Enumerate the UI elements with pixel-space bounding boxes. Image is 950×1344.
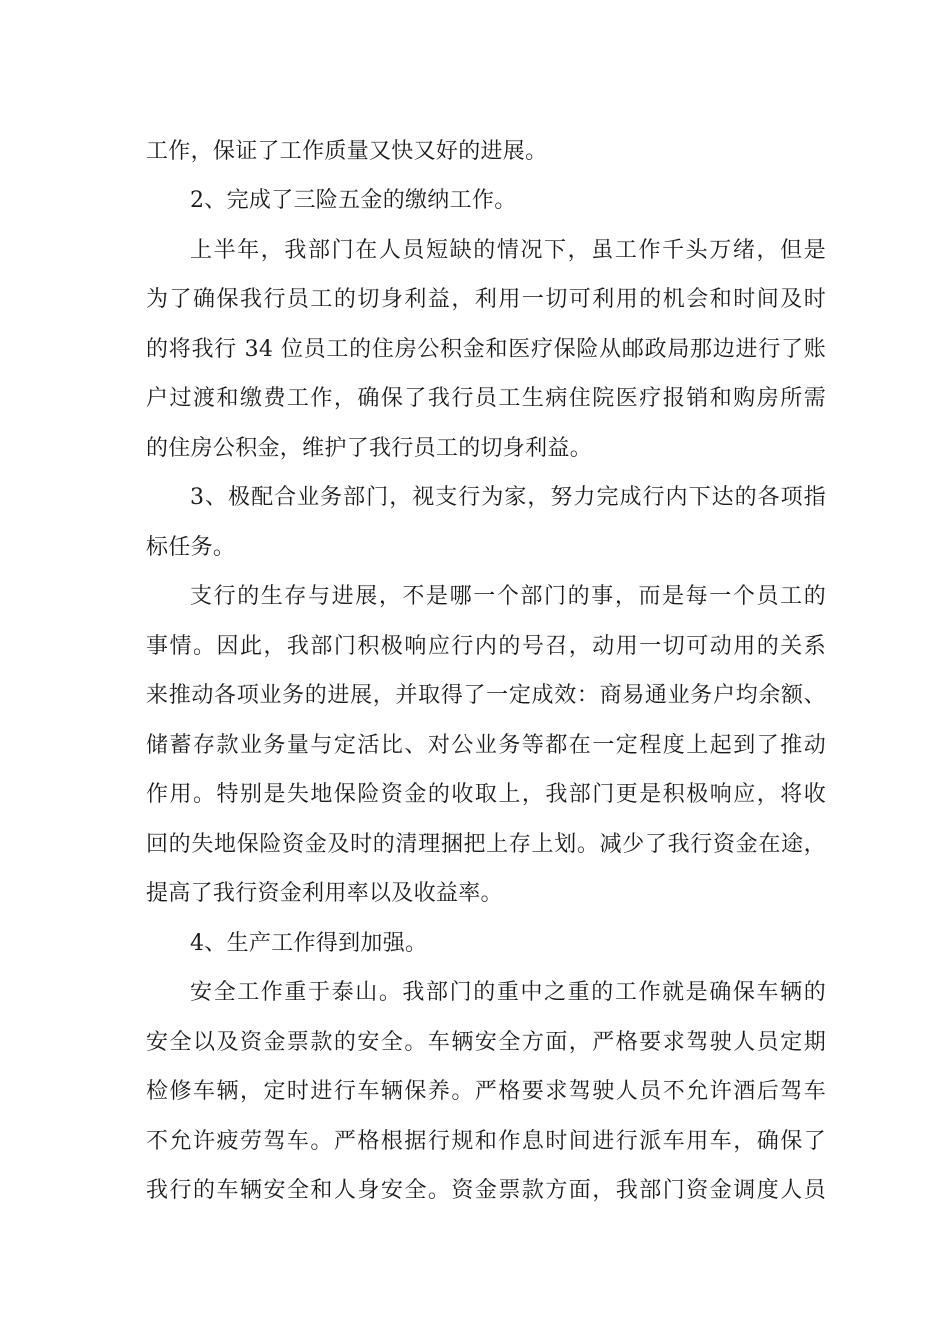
text-line-4: 为了确保我行员工的切身利益，利用一切可利用的机会和时间及时 [146, 287, 826, 312]
text-line-7: 的住房公积金，维护了我行员工的切身利益。 [146, 436, 593, 461]
text-line-3: 上半年，我部门在人员短缺的情况下，虽工作千头万绪，但是 [190, 238, 826, 263]
text-line-2: 2、完成了三险五金的缴纳工作。 [190, 188, 517, 213]
text-line-12: 来推动各项业务的进展，并取得了一定成效：商易通业务户均余额、 [146, 683, 826, 708]
text-line-8: 3、极配合业务部门，视支行为家，努力完成行内下达的各项指 [190, 485, 826, 510]
text-line-9: 标任务。 [146, 535, 236, 560]
text-line-6: 户过渡和缴费工作，确保了我行员工生病住院医疗报销和购房所需 [146, 386, 826, 411]
text-line-19: 安全以及资金票款的安全。车辆安全方面，严格要求驾驶人员定期 [146, 1030, 826, 1055]
text-line-11: 事情。因此，我部门积极响应行内的号召，动用一切可动用的关系 [146, 634, 826, 659]
text-line-17: 4、生产工作得到加强。 [190, 931, 428, 956]
text-line-10: 支行的生存与进展，不是哪一个部门的事，而是每一个员工的 [190, 584, 826, 609]
text-line-21: 不允许疲劳驾车。严格根据行规和作息时间进行派车用车，确保了 [146, 1129, 826, 1154]
text-line-1: 工作，保证了工作质量又快又好的进展。 [146, 139, 548, 164]
text-line-15: 回的失地保险资金及时的清理捆把上存上划。减少了我行资金在途， [146, 832, 826, 857]
text-line-20: 检修车辆，定时进行车辆保养。严格要求驾驶人员不允许酒后驾车 [146, 1079, 826, 1104]
text-line-22: 我行的车辆安全和人身安全。资金票款方面，我部门资金调度人员 [146, 1178, 826, 1203]
text-line-5: 的将我行 34 位员工的住房公积金和医疗保险从邮政局那边进行了账 [146, 337, 826, 362]
text-line-18: 安全工作重于泰山。我部门的重中之重的工作就是确保车辆的 [190, 980, 826, 1005]
text-line-13: 储蓄存款业务量与定活比、对公业务等都在一定程度上起到了推动 [146, 733, 826, 758]
text-line-14: 作用。特别是失地保险资金的收取上，我部门更是积极响应，将收 [146, 782, 826, 807]
text-line-16: 提高了我行资金利用率以及收益率。 [146, 881, 503, 906]
